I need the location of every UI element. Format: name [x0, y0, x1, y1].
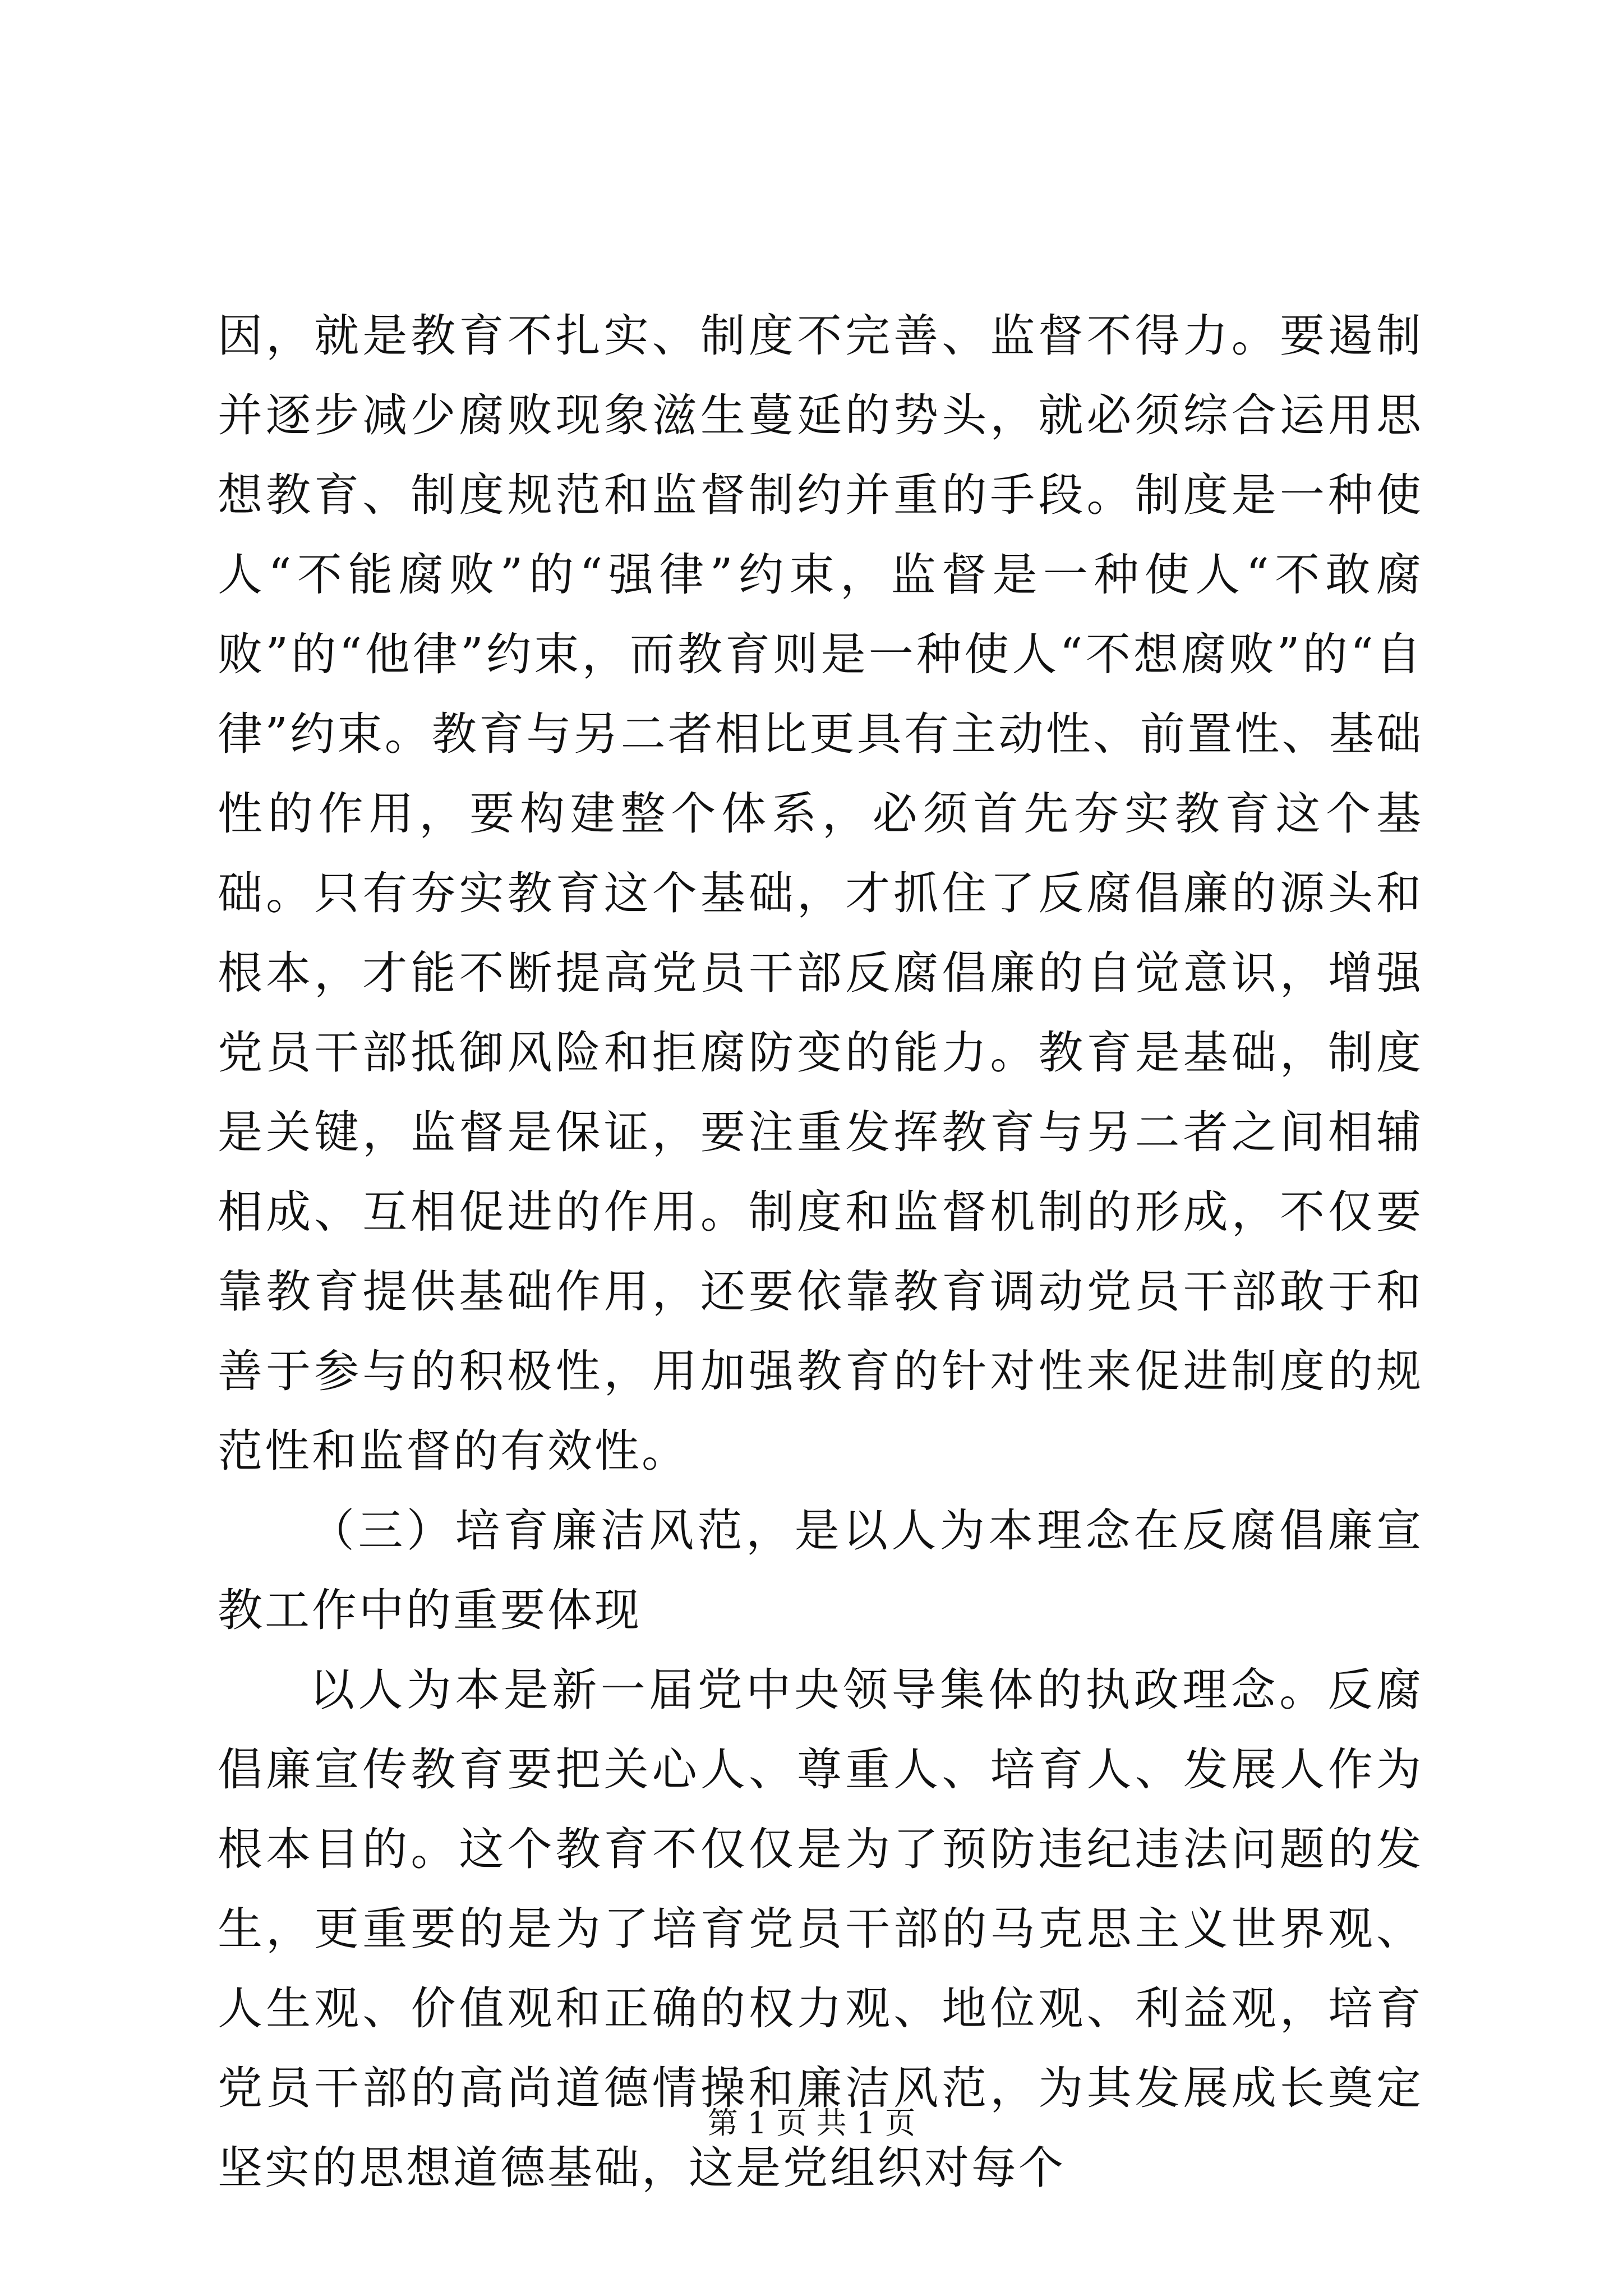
page-footer: 第 1 页 共 1 页 [707, 2105, 916, 2141]
section-heading: （三）培育廉洁风范，是以人为本理念在反腐倡廉宣教工作中的重要体现 [218, 1504, 1423, 1636]
paragraph: 以人为本是新一届党中央领导集体的执政理念。反腐倡廉宣传教育要把关心人、尊重人、培育人、发展人作为根本目的。这个教育不仅仅是为了预防违纪违法问题的发生，更重要的是为了培育党员干部的马克思主义世界观、人生观、价值观和正确的权力观、地位观、利益观，培育党员干部的高尚道德情操和廉洁风范，为其发展成长奠定坚实的思想道德基础，这是党组织对每个 [218, 1664, 1423, 2194]
paragraph-continued: 因，就是教育不扎实、制度不完善、监督不得力。要遏制并逐步减少腐败现象滋生蔓延的势头，就必须综合运用思想教育、制度规范和监督制约并重的手段。制度是一种使人“不能腐败”的“强律”约束，监督是一种使人“不敢腐败”的“他律”约束，而教育则是一种使人“不想腐败”的“自律”约束。教育与另二者相比更具有主动性、前置性、基础性的作用，要构建整个体系，必须首先夯实教育这个基础。只有夯实教育这个基础，才抓住了反腐倡廉的源头和根本，才能不断提高党员干部反腐倡廉的自觉意识，增强党员干部抵御风险和拒腐防变的能力。教育是基础，制度是关键，监督是保证，要注重发挥教育与另二者之间相辅相成、互相促进的作用。制度和监督机制的形成，不仅要靠教育提供基础作用，还要依靠教育调动党员干部敢于和善于参与的积极性，用加强教育的针对性来促进制度的规范性和监督的有效性。 [218, 310, 1423, 1477]
document-body [218, 296, 1423, 2208]
